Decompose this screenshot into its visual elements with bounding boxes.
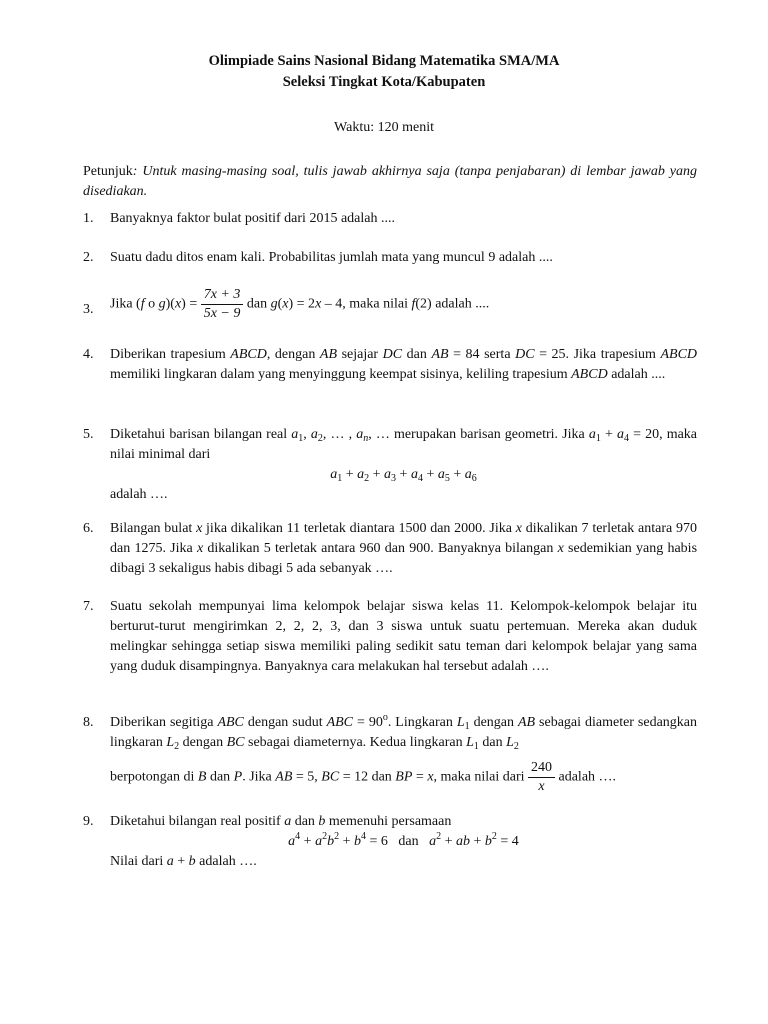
- instructions-text: : Untuk masing-masing soal, tulis jawab akhirnya saja (tanpa penjabaran) di lembar jawab yang disediakan.: [83, 164, 697, 199]
- question-8-last-line: berpotongan di B dan P. Jika AB = 5, BC = 12 dan BP = x, maka nilai dari $\frac{240}{x}$ adalah ….: [110, 760, 617, 794]
- question-number: 5.: [83, 427, 94, 442]
- question-text: Banyaknya faktor bulat positif dari 2015 adalah ....: [110, 211, 395, 226]
- question-number: 3.: [83, 302, 94, 317]
- question-number: 7.: [83, 599, 94, 614]
- question-number: 9.: [83, 814, 94, 829]
- text-segment: Bilangan bulat: [110, 521, 197, 536]
- question-text: Diketahui barisan bilangan real $a_1$, $a_2$, … , $a_n$, … merupakan barisan geometri. Jika $a_1 + a_4 = 20$, maka nilai minimal dari $a_1 + a_2 + a_3 + a_4 + a_5 + a_6$ adalah ….: [110, 427, 698, 502]
- time-limit: Waktu: 120 menit: [334, 120, 434, 135]
- question-text: Suatu dadu ditos enam kali. Probabilitas jumlah mata yang muncul 9 adalah ....: [110, 250, 553, 265]
- question-number: 8.: [83, 715, 94, 730]
- page-subtitle: Seleksi Tingkat Kota/Kabupaten: [282, 74, 486, 90]
- equations: $a^4 + a^2b^2 + b^4 = 6$ dan $a^2$ + ab + $b^2 = 4$: [288, 831, 519, 849]
- question-text: Diberikan trapesium ABCD, dengan AB sejajar DC dan AB = 84 serta DC = 25. Jika trapesium ABCD memiliki lingkaran dalam yang menyinggung keempat sisinya, keliling trapesium ABCD adalah ....: [110, 347, 698, 382]
- question-text: Diberikan segitiga ABC dengan sudut ABC = $90^o$. Lingkaran $L_1$ dengan AB sebagai diameter sedangkan lingkaran $L_2$ dengan BC sebagai diameternya. Kedua lingkaran $L_1$ dan $L_2$ berpotongan di B dan P. Jika AB = 5, BC = 12 dan BP = x, maka nilai dari $\frac{240}{x}$ adalah ….: [110, 712, 698, 794]
- question-text: Jika (f o g)(x) = $\frac{7x + 3}{5x - 9}$ dan g(x) = 2x – 4, maka nilai f(2) adalah ....: [110, 287, 490, 321]
- fraction-denominator: 5x − 9: [203, 306, 241, 321]
- text-segment: sedemikian yang habis dibagi 3 sekaligus habis dibagi 5 ada sebanyak ….: [110, 541, 698, 576]
- fraction-numerator: 7x + 3: [201, 286, 244, 305]
- question-number: 4.: [83, 347, 94, 362]
- fraction: [528, 759, 555, 796]
- instructions-label: Petunjuk: [83, 164, 133, 179]
- text-segment: dikalikan 5 terletak antara 960 dan 900. Banyaknya bilangan: [203, 541, 558, 556]
- instructions: [83, 162, 697, 202]
- question-number: 1.: [83, 211, 94, 226]
- fraction-numerator: 240: [528, 759, 555, 778]
- text-segment: jika dikalikan 11 terletak diantara 1500 dan 2000. Jika: [202, 521, 516, 536]
- expression: $a_1 + a_2 + a_3 + a_4 + a_5 + a_6$: [330, 467, 477, 484]
- question-text: Bilangan bulat x jika dikalikan 11 terletak diantara 1500 dan 2000. Jika x dikalikan 7 terletak antara 970 dan 1275. Jika x dikalikan 5 terletak antara 960 dan 900. Banyaknya bilangan x sedemikian yang habis dibagi 3 sekaligus habis dibagi 5 ada sebanyak ….: [110, 521, 698, 576]
- page-title: Olimpiade Sains Nasional Bidang Matematika SMA/MA: [208, 53, 560, 69]
- fraction: [201, 286, 244, 323]
- question-text: Diketahui bilangan real positif a dan b memenuhi persamaan $a^4 + a^2b^2 + b^4 = 6$ dan $a^2$ + ab + $b^2 = 4$ Nilai dari a + b adalah ….: [110, 812, 697, 872]
- text-segment: dikalikan 7 terletak antara 970 dan 1275. Jika: [110, 521, 697, 556]
- question-text: Suatu sekolah mempunyai lima kelompok belajar siswa kelas 11. Kelompok-kelompok belajar itu berturut-turut mengirimkan 2, 2, 2, 3, dan 3 siswa untuk suatu pertemuan. Mereka akan duduk melingkar sehingga setiap siswa memiliki paling sedikit satu teman dari kelompok belajar yang sama yang duduk disampingnya. Banyaknya cara melakukan hal tersebut adalah ….: [110, 599, 697, 674]
- question-number: 6.: [83, 521, 94, 536]
- fraction-denominator: x: [538, 779, 545, 794]
- question-number: 2.: [83, 250, 94, 265]
